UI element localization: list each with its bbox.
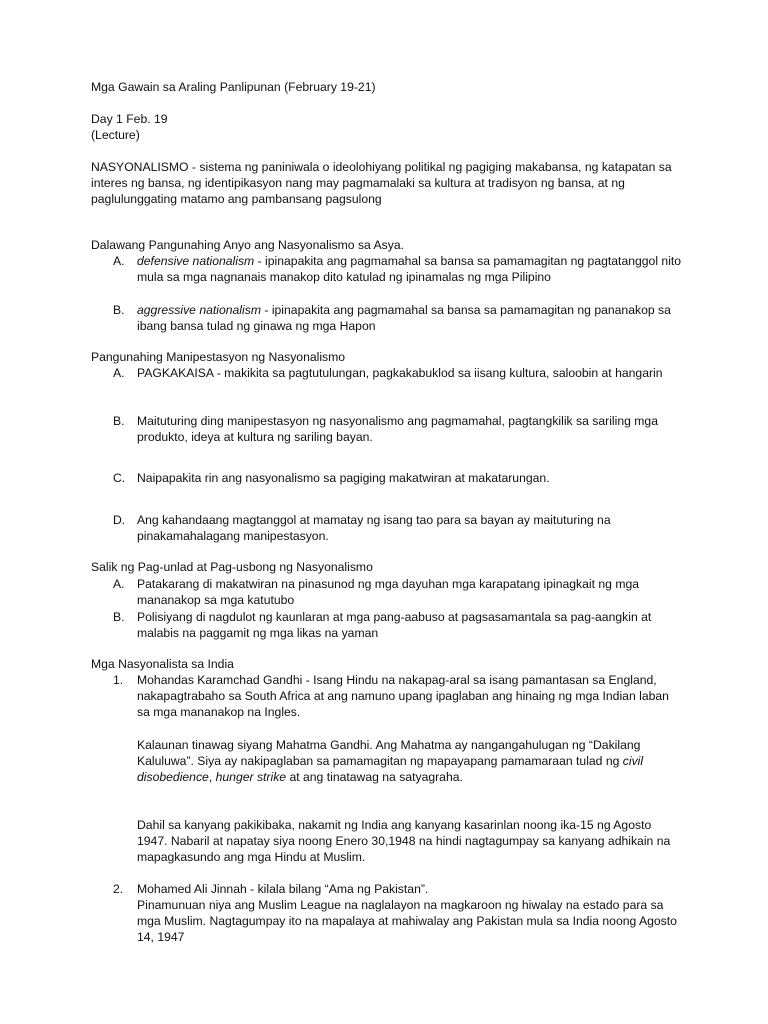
hunger-strike-term: hunger strike [215,770,287,785]
list-item-gandhi [113,672,683,721]
lecture-label: (Lecture) [91,128,140,142]
gandhi-text: Mohandas Karamchad Gandhi - Isang Hindu na nakapag-aral sa isang pamantasan sa England, nakapagtrabaho sa South Africa at ang namuno upang ipaglaban ang hinaing ng mga Indian laban sa mga mananakop na Ingles. [137,673,669,720]
list-marker: 2. [113,882,124,896]
list-text: Ang kahandaang magtanggol at mamatay ng isang tao para sa bayan ay maituturing na pinakamahalagang manipestasyon. [137,513,611,544]
list-item-jinnah [113,881,683,897]
nasyonalismo-term: NASYONALISMO [91,160,189,174]
nasyonalismo-definition [91,159,681,207]
gandhi-paragraph-2: Kalaunan tinawag siyang Mahatma Gandhi. Ang Mahatma ay nangangahulugan ng “Dakilang Kaluluwa”. Siya ay nakipaglaban sa pamamagitan ng mapayapang pamamaraan tulad ng civil disobedience, hunger strike at ang tinatawag na satyagraha. [137,738,644,785]
list-text: Naipapakita rin ang nasyonalismo sa pagiging makatwiran at makatarungan. [137,471,550,485]
manipestasyon-heading: Pangunahing Manipestasyon ng Nasyonalismo [91,350,346,364]
list-text: Patakarang di makatwiran na pinasunod ng mga dayuhan mga karapatang ipinagkait ng mga mananakop sa mga katutubo [137,577,640,608]
list-marker: C. [113,471,126,485]
anyo-heading: Dalawang Pangunahing Anyo ang Nasyonalismo sa Asya. [91,238,405,252]
list-marker: A. [113,366,125,380]
list-text: Polisiyang di nagdulot ng kaunlaran at mga pang-aabuso at pagsasamantala sa pag-aangkin at malabis na paggamit ng mga likas na yaman [137,610,652,641]
list-item [113,253,683,285]
nasyonalismo-text: - sistema ng paniniwala o ideolohiyang politikal ng pagiging makabansa, ng katapatan sa interes ng bansa, ng identipikasyon nang may pagmamalaki sa kultura at tradisyon ng bansa, at ng paglulunggating matamo ang pambansang pagsulong [91,160,672,206]
list-marker: B. [113,610,125,624]
jinnah-text: Mohamed Ali Jinnah - kilala bilang “Ama ng Pakistan”. [137,882,429,896]
list-marker: A. [113,254,125,268]
list-marker: A. [113,577,125,591]
list-marker: D. [113,513,126,527]
list-marker: B. [113,303,125,317]
list-text: PAGKAKAISA - makikita sa pagtutulungan, pagkakabuklod sa iisang kultura, saloobin at hangarin [137,366,663,380]
civil-disobedience-term: civil disobedience [137,754,644,785]
anyo-term: aggressive nationalism [137,303,261,317]
list-item [113,470,683,486]
anyo-term: defensive nationalism [137,254,255,268]
india-heading: Mga Nasyonalista sa India [91,657,234,671]
jinnah-paragraph-2: Pinamunuan niya ang Muslim League na naglalayon na magkaroon ng hiwalay na estado para sa mga Muslim. Nagtagumpay ito na mapalaya at mahiwalay ang Pakistan mula sa India noong Agosto 14, 1947 [137,898,677,945]
anyo-text: - ipinapakita ang pagmamahal sa bansa sa pamamagitan ng pananakop sa ibang bansa tulad ng ginawa ng mga Hapon [137,303,671,334]
list-item [113,413,683,445]
list-item [113,365,683,381]
list-marker: 1. [113,673,124,687]
list-item [113,609,683,641]
list-item [113,512,683,544]
salik-heading: Salik ng Pag-unlad at Pag-usbong ng Nasyonalismo [91,560,373,574]
document-title: Mga Gawain sa Araling Panlipunan (February 19-21) [91,80,376,94]
anyo-text: - ipinapakita ang pagmamahal sa bansa sa pamamagitan ng pagtatanggol nito mula sa mga nagnanais manakop dito katulad ng ipinamalas ng mga Pilipino [137,254,682,285]
list-item [113,576,683,608]
list-marker: B. [113,414,125,428]
day-label: Day 1 Feb. 19 [91,112,168,126]
list-item [113,302,683,334]
gandhi-paragraph-3: Dahil sa kanyang pakikibaka, nakamit ng India ang kanyang kasarinlan noong ika-15 ng Agosto 1947. Nabaril at napatay siya noong Enero 30,1948 na hindi nagtagumpay sa kanyang adhikain na mapagkasundo ang mga Hindu at Muslim. [137,818,671,865]
list-text: Maituturing ding manipestasyon ng nasyonalismo ang pagmamahal, pagtangkilik sa sariling mga produkto, ideya at kultura ng sariling bayan. [137,414,658,445]
